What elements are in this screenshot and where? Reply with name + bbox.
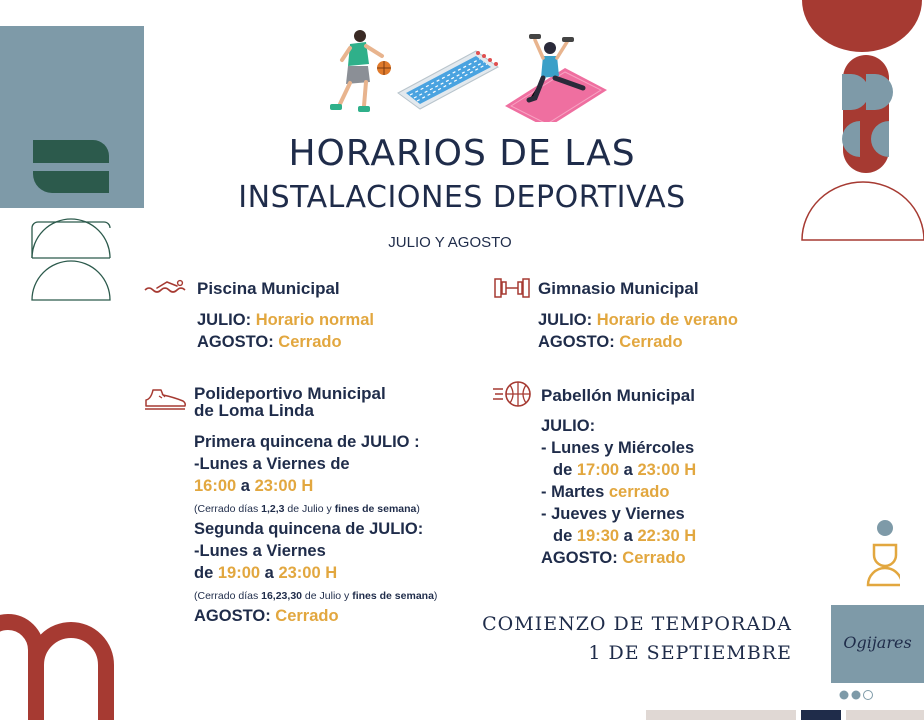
- swimmer-icon: [143, 278, 189, 296]
- piscina-title: Piscina Municipal: [197, 279, 340, 298]
- fitness-woman-icon: [505, 34, 607, 122]
- poli-q1-heading: Primera quincena de JULIO :: [194, 433, 420, 451]
- poli-agosto-label: AGOSTO:: [194, 607, 271, 625]
- season-start-line2: 1 DE SEPTIEMBRE: [588, 642, 792, 664]
- pabellon-title: Pabellón Municipal: [541, 386, 695, 405]
- piscina-julio-value: Horario normal: [255, 311, 374, 329]
- pab-line3-end: 22:30 H: [637, 527, 697, 545]
- logo-box: [831, 605, 924, 683]
- pab-line2-value: cerrado: [608, 483, 670, 501]
- polideportivo-title-line2: de Loma Linda: [194, 401, 314, 420]
- poli-q1-note-mid: de Julio y: [287, 503, 332, 515]
- poli-q2-note-days: 16,23,30: [261, 590, 302, 602]
- pab-line2: - Martes: [541, 483, 605, 501]
- poli-q1-sep: a: [240, 477, 250, 495]
- poli-q2-sep: a: [264, 564, 274, 582]
- logo-text: Ogijares: [843, 633, 912, 652]
- pab-julio-label: JULIO:: [541, 417, 596, 435]
- gimnasio-agosto-value: Cerrado: [619, 333, 683, 351]
- season-start-line1: COMIENZO DE TEMPORADA: [482, 613, 792, 635]
- poli-q1-start: 16:00: [194, 477, 237, 495]
- pab-line1: - Lunes y Miércoles: [541, 439, 695, 457]
- poli-q2-de: de: [194, 564, 214, 582]
- basketball-icon: [492, 380, 534, 408]
- poli-q2-note-post: ): [433, 590, 438, 602]
- pab-line3: - Jueves y Viernes: [541, 505, 685, 523]
- pab-line1-start: 17:00: [576, 461, 620, 479]
- poli-q2-end: 23:00 H: [278, 564, 338, 582]
- pagination-dots: [838, 689, 878, 701]
- gimnasio-julio-value: Horario de verano: [596, 311, 738, 329]
- poli-q1-note-weekend: fines de semana: [334, 503, 417, 515]
- piscina-schedule: [197, 309, 374, 353]
- page-title-line1: HORARIOS DE LAS: [288, 133, 636, 174]
- decor-bottom-right: [860, 515, 900, 591]
- polideportivo-title-line1: Polideportivo Municipal: [194, 384, 386, 403]
- dumbbell-icon: [494, 278, 530, 298]
- polideportivo-title: [194, 385, 386, 419]
- poli-q2-note-weekend: fines de semana: [352, 590, 434, 602]
- piscina-julio-label: JULIO:: [197, 311, 252, 329]
- piscina-agosto-value: Cerrado: [278, 333, 342, 351]
- gimnasio-title: Gimnasio Municipal: [538, 279, 699, 298]
- poli-q1-note-days: 1,2,3: [261, 503, 285, 515]
- page-title-line2: INSTALACIONES DEPORTIVAS: [238, 180, 686, 215]
- poli-q2-start: 19:00: [217, 564, 261, 582]
- decor-bottom-left: [0, 590, 120, 720]
- pab-line3-start: 19:30: [576, 527, 620, 545]
- pab-line1-end: 23:00 H: [637, 461, 697, 479]
- poli-q2-note-mid: de Julio y: [304, 590, 350, 602]
- pool-icon: [398, 51, 498, 109]
- page-subtitle: JULIO Y AGOSTO: [388, 234, 512, 251]
- poli-q1-end: 23:00 H: [254, 477, 314, 495]
- piscina-agosto-label: AGOSTO:: [197, 333, 274, 351]
- pabellon-schedule: [541, 415, 696, 569]
- gimnasio-schedule: [538, 309, 738, 353]
- poli-q1-note-post: ): [416, 503, 420, 515]
- poli-agosto-value: Cerrado: [275, 607, 339, 625]
- sports-illustration: [320, 26, 620, 122]
- poli-q2-note-pre: (Cerrado días: [194, 590, 259, 602]
- polideportivo-schedule: [194, 431, 437, 627]
- sneaker-icon: [143, 386, 187, 412]
- decor-bottom-bars: [646, 710, 924, 720]
- pab-agosto-label: AGOSTO:: [541, 549, 618, 567]
- gimnasio-julio-label: JULIO:: [538, 311, 593, 329]
- poli-q1-days: -Lunes a Viernes de: [194, 455, 350, 473]
- poli-q2-days: -Lunes a Viernes: [194, 542, 326, 560]
- pab-line3-sep: a: [623, 527, 633, 545]
- pab-line3-de: de: [553, 527, 573, 545]
- poli-q2-heading: Segunda quincena de JULIO:: [194, 520, 424, 538]
- season-start: [480, 610, 792, 668]
- gimnasio-agosto-label: AGOSTO:: [538, 333, 615, 351]
- pab-agosto-value: Cerrado: [622, 549, 686, 567]
- poli-q1-note-pre: (Cerrado días: [194, 503, 259, 515]
- pab-line1-sep: a: [623, 461, 633, 479]
- pab-line1-de: de: [553, 461, 573, 479]
- basketball-player-icon: [330, 30, 391, 112]
